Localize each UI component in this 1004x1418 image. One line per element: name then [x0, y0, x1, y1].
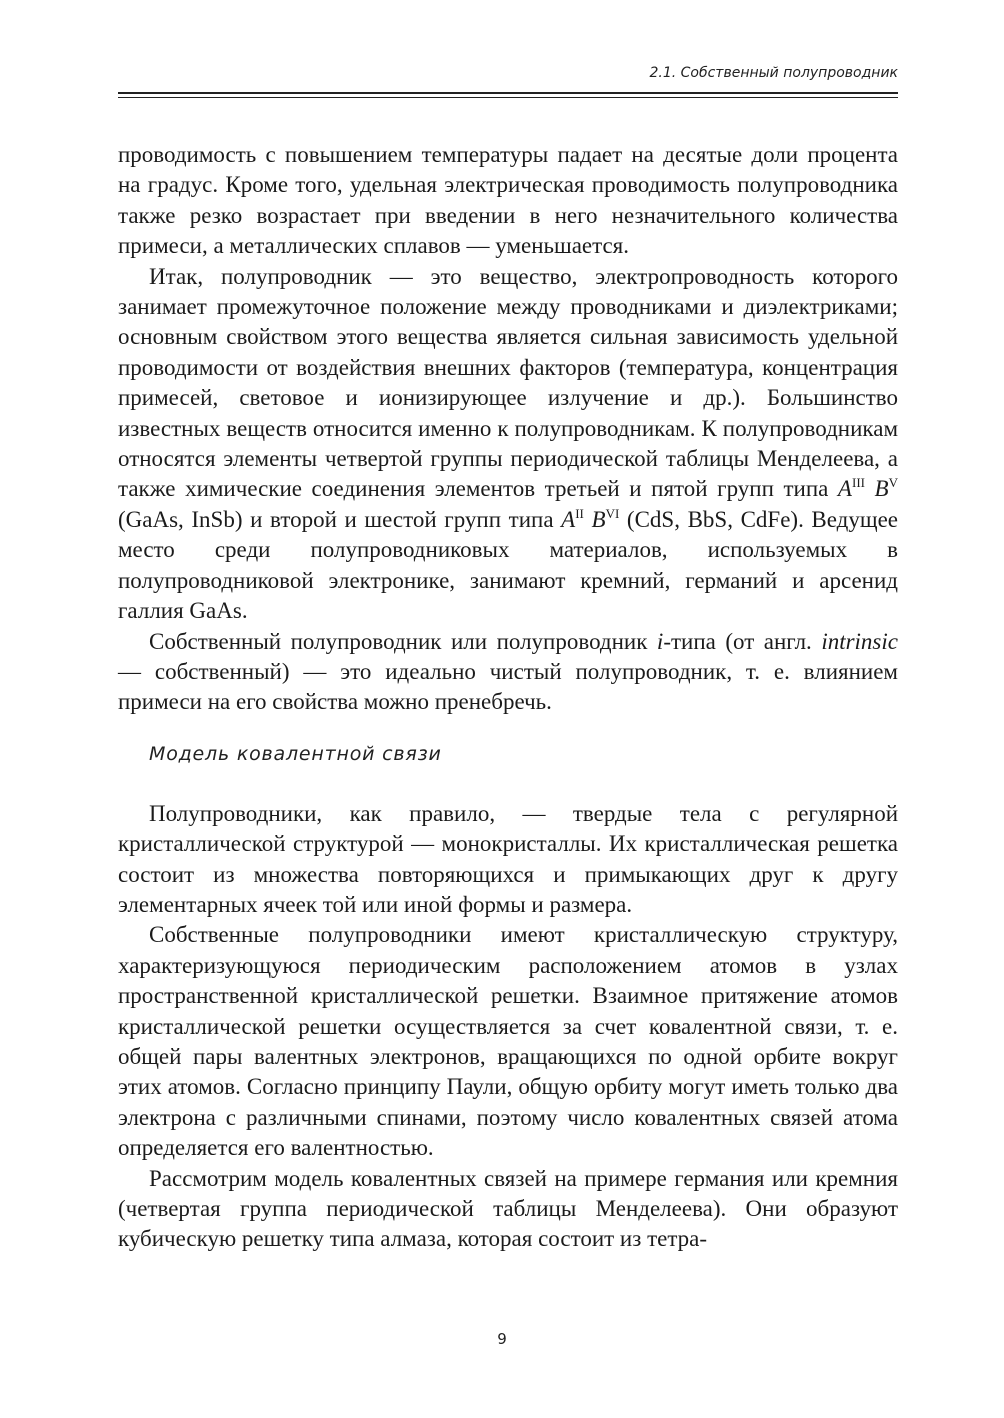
- paragraph-1: проводимость с повышением температуры падает на десятые доли процента на градус. Кроме того, удельная электрическая проводимость полупроводника также резко возрастает при введении в него незначительного количества примеси, а металлических сплавов — уменьшается.: [118, 142, 898, 259]
- paragraph-6: Рассмотрим модель ковалентных связей на примере германия или кремния (четвертая группа периодической таблицы Менделеева). Они образуют кубическую решетку типа алмаза, которая состоит из тетра-: [118, 1165, 898, 1252]
- page-body: [118, 140, 898, 1255]
- formula-B: B: [874, 476, 889, 502]
- paragraph-3: [118, 627, 898, 718]
- paragraph-4: Полупроводники, как правило, — твердые тела с регулярной кристаллической структурой — монокристаллы. Их кристаллическая решетка состоит из множества повторяющихся и примыкающих друг к другу элементарных ячеек той или иной формы и размера.: [118, 800, 898, 917]
- superscript: II: [575, 505, 584, 521]
- formula-A: A: [561, 506, 576, 532]
- superscript: III: [851, 475, 865, 491]
- formula-A: A: [837, 476, 852, 502]
- paragraph-2-part-b: (GaAs, InSb) и второй и шестой групп типа: [118, 506, 562, 532]
- page-number: 9: [497, 1330, 507, 1348]
- paragraph-3-part-a: Собственный полупроводник или полупроводник: [149, 628, 657, 654]
- header-rule-thick: [118, 92, 898, 94]
- formula-B: B: [591, 506, 606, 532]
- paragraph-3-part-c: — собственный) — это идеально чистый полупроводник, т. е. влиянием примеси на его свойства можно пренебречь.: [118, 658, 898, 715]
- running-head: 2.1. Собственный полупроводник: [649, 65, 898, 81]
- superscript: V: [888, 475, 898, 491]
- superscript: VI: [605, 505, 620, 521]
- italic-i-letter: i: [656, 628, 664, 654]
- paragraph-5: Собственные полупроводники имеют кристаллическую структуру, характеризующуюся периодическим расположением атомов в узлах пространственной кристаллической решетки. Взаимное притяжение атомов кристаллической решетки осуществляется за счет ковалентной связи, т. е. общей пары валентных электронов, вращающихся по одной орбите вокруг этих атомов. Согласно принципу Паули, общую орбиту могут иметь только два электрона с различными спинами, поэтому число ковалентных связей атома определяется его валентностью.: [118, 922, 898, 1161]
- paragraph-3-part-b: -типа (от англ.: [663, 628, 822, 654]
- section-subheading: Модель ковалентной связи: [149, 742, 442, 765]
- header-rule-thin: [118, 97, 898, 98]
- paragraph-2: [118, 262, 898, 627]
- paragraph-2-part-c: (CdS, BbS, CdFe). Ведущее место среди полупроводниковых материалов, используемых в полупроводниковой электронике, занимают кремний, германий и арсенид галлия GaAs.: [118, 506, 899, 624]
- italic-term: intrinsic: [821, 628, 898, 654]
- paragraph-2-part-a: Итак, полупроводник — это вещество, электропроводность которого занимает промежуточное положение между проводниками и диэлектриками; основным свойством этого вещества является сильная зависимость удельной проводимости от воздействия внешних факторов (температура, концентрация примесей, световое и ионизирующее излучение и др.). Большинство известных веществ относится именно к полупроводникам. К полупроводникам относятся элементы четвертой группы периодической таблицы Менделеева, а также химические соединения элементов третьей и пятой групп типа: [118, 263, 898, 502]
